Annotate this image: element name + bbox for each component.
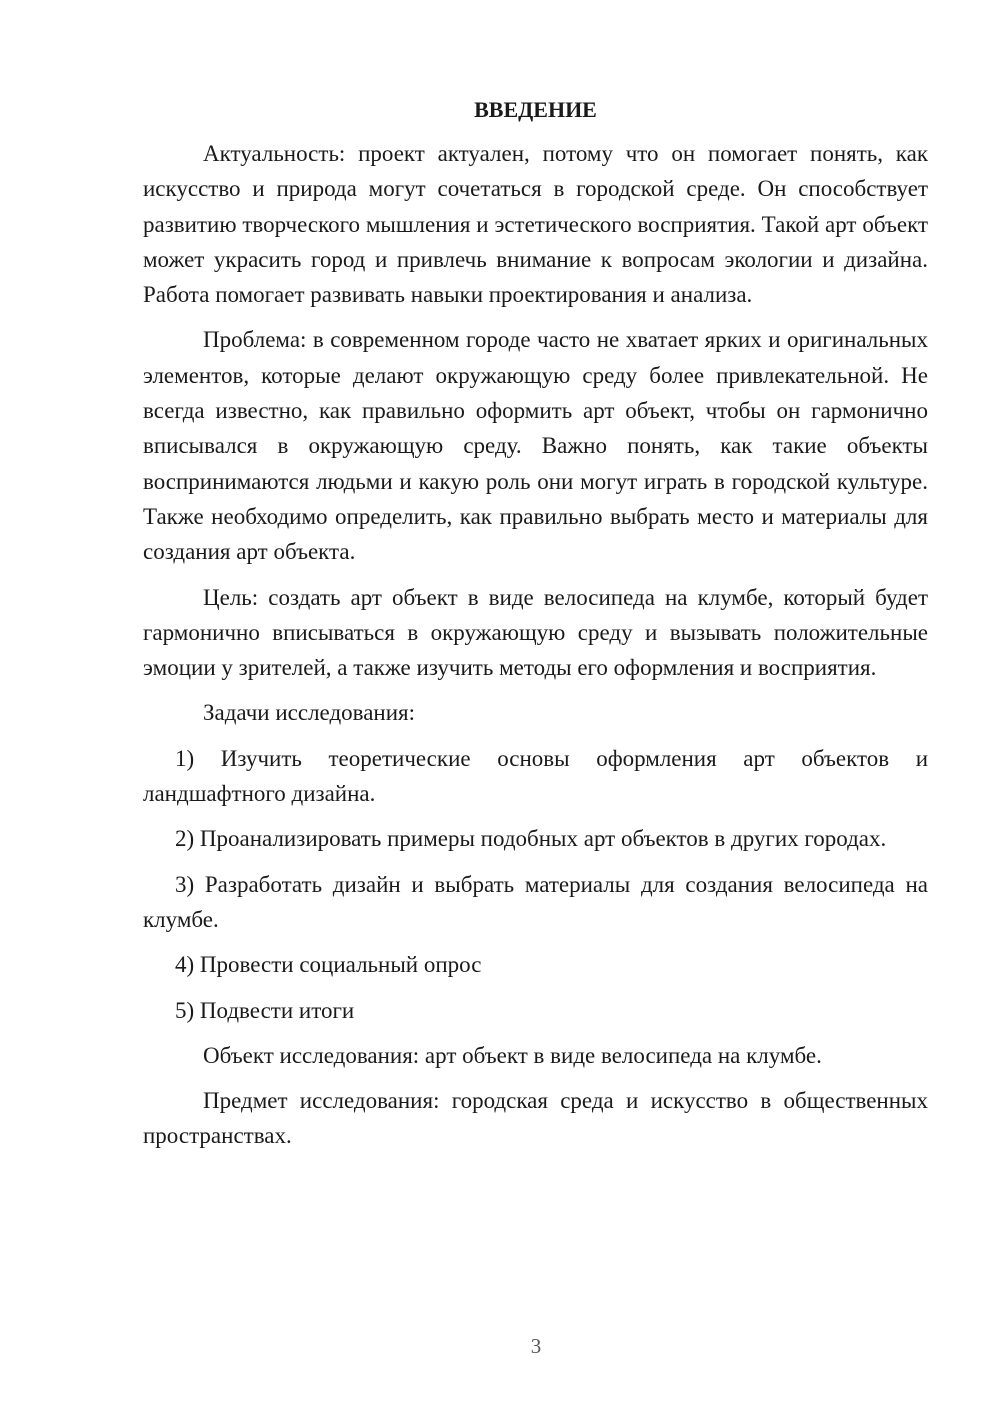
relevance-paragraph: Актуальность: проект актуален, потому что он помогает понять, как искусство и природа могут сочетаться в городской среде. Он способствует развитию творческого мышления и эстетического восприятия. Такой арт объект может украсить город и привлечь внимание к вопросам экологии и дизайна. Работа помогает развивать навыки проектирования и анализа. [143,141,928,308]
object-paragraph: Объект исследования: арт объект в виде велосипеда на клумбе. [203,1042,822,1068]
page-content [143,92,928,1164]
problem-paragraph: Проблема: в современном городе часто не хватает ярких и оригинальных элементов, которые делают окружающую среду более привлекательной. Не всегда известно, как правильно оформить арт объект, чтобы он гармонично вписывался в окружающую среду. Важно понять, как такие объекты воспринимаются людьми и какую роль они могут играть в городской культуре. Также необходимо определить, как правильно выбрать место и материалы для создания арт объекта. [143,327,928,565]
section-title: ВВЕДЕНИЕ [474,97,597,122]
subject-paragraph: Предмет исследования: городская среда и искусство в общественных пространствах. [143,1088,928,1149]
task-item-4: 4) Провести социальный опрос [175,952,482,978]
task-item-2: 2) Проанализировать примеры подобных арт объектов в других городах. [175,826,887,852]
tasks-heading: Задачи исследования: [203,700,416,726]
task-item-3: 3) Разработать дизайн и выбрать материалы для создания велосипеда на клумбе. [143,871,928,932]
task-item-1: 1) Изучить теоретические основы оформления арт объектов и ландшафтного дизайна. [143,745,928,807]
page-number: 3 [530,1334,542,1358]
goal-paragraph: Цель: создать арт объект в виде велосипеда на клумбе, который будет гармонично вписываться в окружающую среду и вызывать положительные эмоции у зрителей, а также изучить методы его оформления и восприятия. [143,584,928,681]
task-item-5: 5) Подвести итоги [175,997,355,1023]
